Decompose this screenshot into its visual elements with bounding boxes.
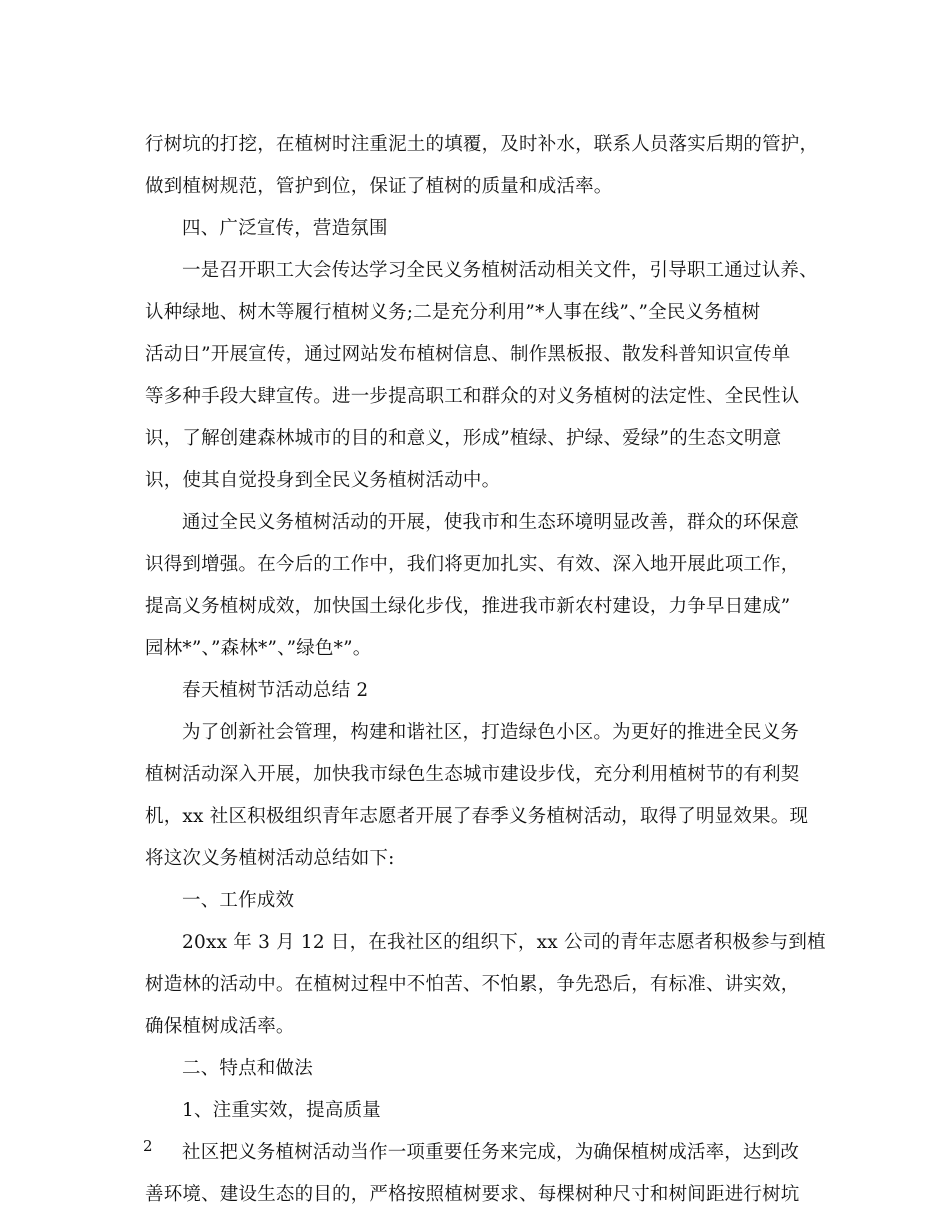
document-body bbox=[145, 124, 826, 1216]
text-line: 识，了解创建森林城市的目的和意义，形成”植绿、护绿、爱绿”的生态文明意 bbox=[145, 428, 782, 449]
text-line: 一是召开职工大会传达学习全民义务植树活动相关文件，引导职工通过认养、 bbox=[182, 260, 818, 281]
text-line: 社区把义务植树活动当作一项重要任务来完成，为确保植树成活率，达到改 bbox=[182, 1142, 800, 1163]
text-line: 将这次义务植树活动总结如下: bbox=[145, 848, 395, 869]
text-line: 认种绿地、树木等履行植树义务;二是充分利用”*人事在线”、”全民义务植树 bbox=[145, 302, 761, 323]
section-heading: 一、工作成效 bbox=[182, 890, 295, 911]
section-heading: 二、特点和做法 bbox=[182, 1058, 313, 1079]
text-line: 识，使其自觉投身到全民义务植树活动中。 bbox=[145, 470, 501, 491]
subsection-heading: 1、注重实效，提高质量 bbox=[182, 1100, 381, 1121]
text-line: 提高义务植树成效，加快国土绿化步伐，推进我市新农村建设，力争早日建成” bbox=[145, 596, 791, 617]
text-line: 等多种手段大肆宣传。进一步提高职工和群众的对义务植树的法定性、全民性认 bbox=[145, 386, 800, 407]
text-line: 为了创新社会管理，构建和谐社区，打造绿色小区。为更好的推进全民义务 bbox=[182, 722, 800, 743]
text-line: 做到植树规范，管护到位，保证了植树的质量和成活率。 bbox=[145, 176, 613, 197]
text-line: 植树活动深入开展，加快我市绿色生态城市建设步伐，充分利用植树节的有利契 bbox=[145, 764, 800, 785]
text-line: 树造林的活动中。在植树过程中不怕苦、不怕累，争先恐后，有标准、讲实效， bbox=[145, 974, 800, 995]
text-line: 通过全民义务植树活动的开展，使我市和生态环境明显改善，群众的环保意 bbox=[182, 512, 800, 533]
text-line: 机，xx 社区积极组织青年志愿者开展了春季义务植树活动，取得了明显效果。现 bbox=[145, 806, 809, 827]
text-line: 行树坑的打挖，在植树时注重泥土的填覆，及时补水，联系人员落实后期的管护， bbox=[145, 134, 819, 155]
text-line: 善环境、建设生态的目的，严格按照植树要求、每棵树种尺寸和树间距进行树坑 bbox=[145, 1184, 800, 1205]
section-heading: 四、广泛宣传，营造氛围 bbox=[182, 218, 388, 239]
text-line: 确保植树成活率。 bbox=[145, 1016, 295, 1037]
text-line: 20xx 年 3 月 12 日，在我社区的组织下，xx 公司的青年志愿者积极参与到植 bbox=[182, 932, 826, 953]
text-line: 活动日”开展宣传，通过网站发布植树信息、制作黑板报、散发科普知识宣传单 bbox=[145, 344, 791, 365]
page-number: 2 bbox=[143, 1137, 153, 1155]
article-title: 春天植树节活动总结 2 bbox=[182, 680, 369, 701]
text-line: 识得到增强。在今后的工作中，我们将更加扎实、有效、深入地开展此项工作， bbox=[145, 554, 800, 575]
text-line: 园林*”、”森林*”、”绿色*”。 bbox=[145, 638, 372, 659]
